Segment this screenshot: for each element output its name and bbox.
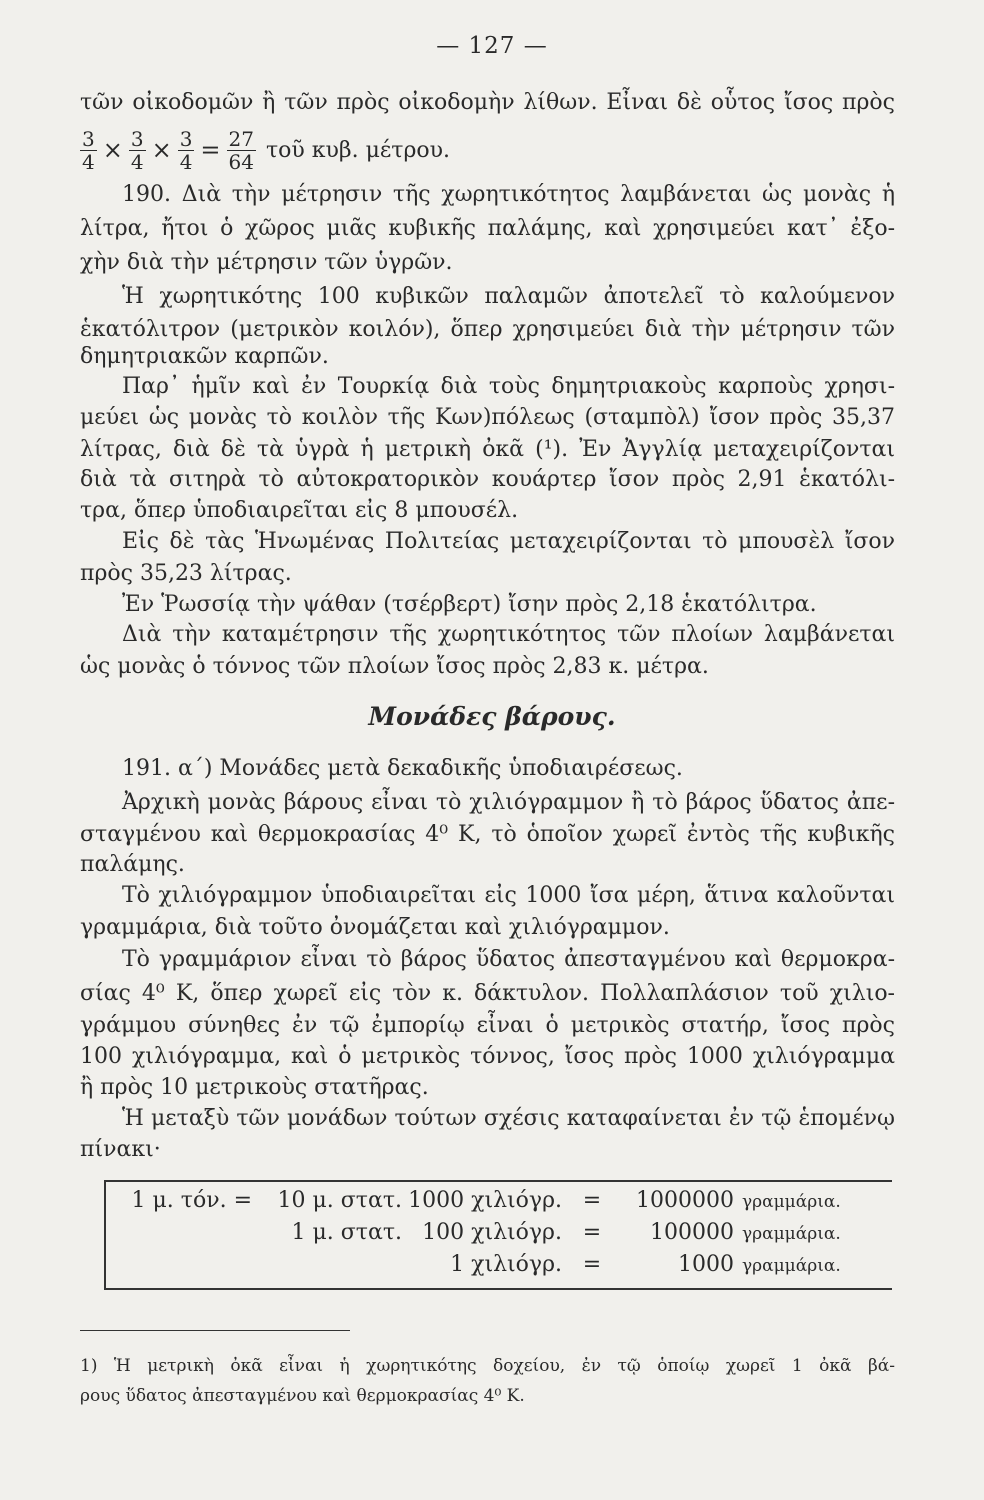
intro-line: τῶν οἰκοδομῶν ἢ τῶν πρὸς οἰκοδομὴν λίθων. Εἶναι δὲ οὗτος ἴσος πρὸς	[80, 90, 895, 115]
table-row	[92, 1188, 872, 1220]
para-kilogram-line-2: σταγμένου καὶ θερμοκρασίας 4⁰ Κ, τὸ ὁποῖον χωρεῖ ἐντὸς τῆς κυβικῆς	[80, 822, 895, 847]
para-gram-line-1: Τὸ χιλιόγραμμον ὑποδιαιρεῖται εἰς 1000 ἴσα μέρη, ἅτινα καλοῦνται	[122, 883, 895, 908]
table-cell: =	[582, 1220, 602, 1245]
para-turkey-line-1: Παρ᾽ ἡμῖν καὶ ἐν Τουρκίᾳ διὰ τοὺς δημητριακοὺς καρποὺς χρησι-	[122, 374, 895, 399]
para-kilogram-line-1: Ἀρχικὴ μονὰς βάρους εἶναι τὸ χιλιόγραμμον ἢ τὸ βάρος ὕδατος ἀπε-	[122, 790, 895, 815]
table-cell: 1 μ. στατ.	[291, 1220, 402, 1245]
para-multiple-line-5: ἢ πρὸς 10 μετρικοὺς στατῆρας.	[80, 1075, 429, 1100]
equals-operator: =	[200, 136, 221, 164]
para-ships-line-2: ὡς μονὰς ὁ τόννος τῶν πλοίων ἴσος πρὸς 2,83 κ. μέτρα.	[80, 654, 709, 679]
para-multiple-line-4: 100 χιλιόγραμμα, καὶ ὁ μετρικὸς τόννος, ἴσος πρὸς 1000 χιλιόγραμμα	[80, 1044, 895, 1069]
para-multiple-line-3: γράμμου σύνηθες ἐν τῷ ἐμπορίῳ εἶναι ὁ μετρικὸς στατήρ, ἴσος πρὸς	[80, 1013, 895, 1038]
para-190-line-1: 190. Διὰ τὴν μέτρησιν τῆς χωρητικότητος λαμβάνεται ὡς μονὰς ἡ	[122, 182, 895, 207]
table-cell: 1000000	[636, 1188, 734, 1213]
times-operator: ×	[151, 136, 172, 164]
para-multiple-line-1: Τὸ γραμμάριον εἶναι τὸ βάρος ὕδατος ἀπεσταγμένου καὶ θερμοκρα-	[122, 947, 895, 972]
para-ships-line-1: Διὰ τὴν καταμέτρησιν τῆς χωρητικότητος τῶν πλοίων λαμβάνεται	[122, 622, 895, 647]
section-heading: Μονάδες βάρους.	[368, 702, 616, 731]
fraction-result: $\frac{27}{64}$	[228, 126, 254, 174]
para-relation-line-1: Ἡ μεταξὺ τῶν μονάδων τούτων σχέσις καταφαίνεται ἐν τῷ ἑπομένῳ	[122, 1106, 895, 1131]
fraction-equation	[80, 124, 450, 176]
para-gram-line-2: γραμμάρια, διὰ τοῦτο ὀνομάζεται καὶ χιλιόγραμμον.	[80, 915, 670, 940]
para-190-line-2: λίτρα, ἤτοι ὁ χῶρος μιᾶς κυβικῆς παλάμης, καὶ χρησιμεύει κατ᾽ ἐξο-	[80, 216, 895, 241]
table-cell: 100 χιλιόγρ.	[422, 1220, 562, 1245]
table-cell: γραμμάρια.	[742, 1192, 841, 1212]
para-191-line-1: 191. α΄) Μονάδες μετὰ δεκαδικῆς ὑποδιαιρέσεως.	[122, 756, 683, 781]
para-turkey-line-5: τρα, ὅπερ ὑποδιαιρεῖται εἰς 8 μπουσέλ.	[80, 498, 519, 523]
para-190-line-3: χὴν διὰ τὴν μέτρησιν τῶν ὑγρῶν.	[80, 250, 453, 275]
para-russia-line-1: Ἐν Ῥωσσίᾳ τὴν ψάθαν (τσέρβερτ) ἴσην πρὸς 2,18 ἑκατόλιτρα.	[122, 592, 817, 617]
table-cell: 10 μ. στατ.	[277, 1188, 402, 1213]
para-turkey-line-2: μεύει ὡς μονὰς τὸ κοιλὸν τῆς Κων)πόλεως (σταμπὸλ) ἴσον πρὸς 35,37	[80, 405, 895, 430]
fraction-3: $\frac{3}{4}$	[179, 126, 193, 174]
para-turkey-line-3: λίτρας, διὰ δὲ τὰ ὑγρὰ ἡ μετρικὴ ὀκᾶ (¹). Ἐν Ἀγγλίᾳ μεταχειρίζονται	[80, 437, 895, 462]
para-hectolitre-line-2: ἑκατόλιτρον (μετρικὸν κοιλόν), ὅπερ χρησιμεύει διὰ τὴν μέτρησιν τῶν	[80, 317, 895, 342]
footnote-line-2: ρους ὕδατος ἀπεσταγμένου καὶ θερμοκρασίας 4⁰ Κ.	[80, 1386, 525, 1406]
para-usa-line-2: πρὸς 35,23 λίτρας.	[80, 561, 292, 586]
table-cell: 1 μ. τόν. =	[131, 1188, 252, 1213]
weight-conversion-table	[104, 1180, 892, 1290]
table-cell: 1 χιλιόγρ.	[450, 1252, 562, 1277]
table-cell: γραμμάρια.	[742, 1224, 841, 1244]
fraction-1: $\frac{3}{4}$	[82, 126, 95, 174]
para-hectolitre-line-3: δημητριακῶν καρπῶν.	[80, 344, 329, 369]
para-kilogram-line-3: παλάμης.	[80, 852, 185, 877]
fraction-tail: τοῦ κυβ. μέτρου.	[265, 137, 451, 163]
table-cell: =	[582, 1252, 602, 1277]
para-turkey-line-4: διὰ τὰ σιτηρὰ τὸ αὐτοκρατορικὸν κουάρτερ ἴσον πρὸς 2,91 ἑκατόλι-	[80, 467, 895, 492]
table-cell: =	[582, 1188, 602, 1213]
para-multiple-line-2: σίας 4⁰ Κ, ὅπερ χωρεῖ εἰς τὸν κ. δάκτυλον. Πολλαπλάσιον τοῦ χιλιο-	[80, 981, 895, 1006]
para-relation-line-2: πίνακι·	[80, 1137, 161, 1162]
fraction-2: $\frac{3}{4}$	[130, 126, 144, 174]
page-number: — 127 —	[436, 33, 548, 59]
table-cell: 1000	[678, 1252, 734, 1277]
table-row	[92, 1252, 872, 1284]
para-hectolitre-line-1: Ἡ χωρητικότης 100 κυβικῶν παλαμῶν ἀποτελεῖ τὸ καλούμενον	[122, 284, 895, 309]
times-operator: ×	[102, 136, 123, 164]
table-cell: 100000	[650, 1220, 734, 1245]
table-cell: 1000 χιλιόγρ.	[408, 1188, 562, 1213]
table-row	[92, 1220, 872, 1252]
para-usa-line-1: Εἰς δὲ τὰς Ἡνωμένας Πολιτείας μεταχειρίζονται τὸ μπουσὲλ ἴσον	[122, 529, 895, 554]
footnote-divider	[80, 1330, 350, 1331]
table-cell: γραμμάρια.	[742, 1256, 841, 1276]
footnote-line-1: 1) Ἡ μετρικὴ ὀκᾶ εἶναι ἡ χωρητικότης δοχείου, ἐν τῷ ὁποίῳ χωρεῖ 1 ὀκᾶ βά-	[80, 1356, 895, 1376]
